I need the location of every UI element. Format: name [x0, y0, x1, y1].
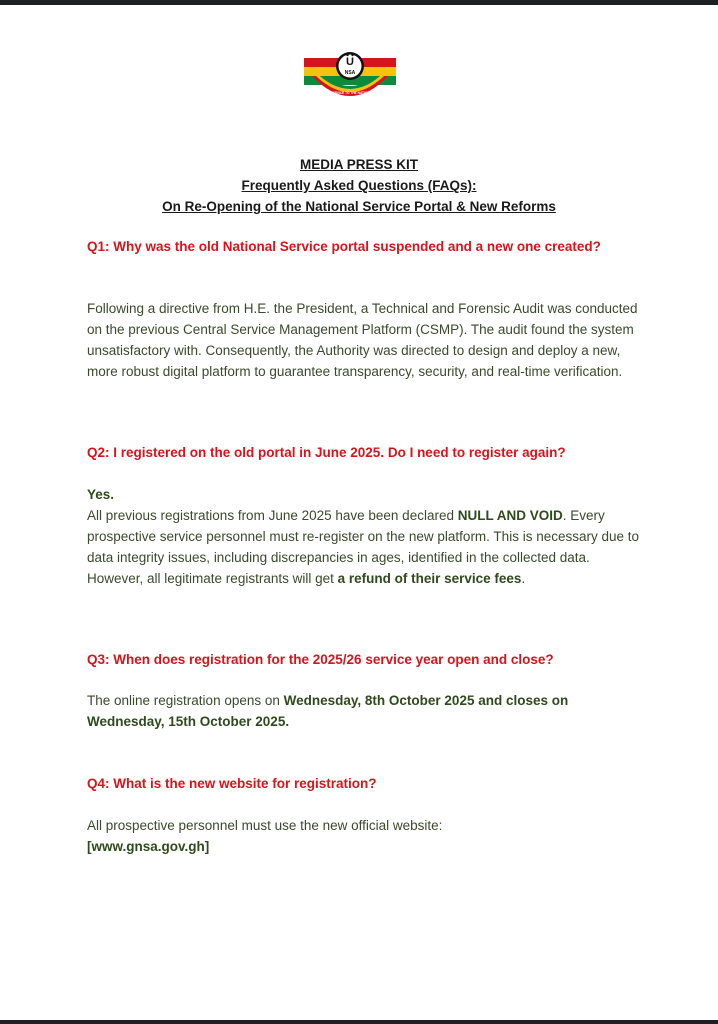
- null-and-void: NULL AND VOID: [457, 508, 563, 523]
- q3-answer: The online registration opens on Wednesday, 8th October 2025 and closes on Wednesday, 15th October 2025.: [87, 693, 569, 729]
- website-link[interactable]: [www.gnsa.gov.gh]: [87, 839, 210, 854]
- refund-notice: a refund of their service fees: [337, 571, 522, 586]
- svg-text:U: U: [346, 56, 354, 68]
- q2-answer: [87, 484, 647, 589]
- q4-answer-text: All prospective personnel must use the new official website:: [87, 818, 443, 833]
- top-border: [0, 0, 718, 5]
- svg-text:SERVICE TO THE NATION: SERVICE TO THE NATION: [330, 91, 370, 95]
- q4-question: Q4: What is the new website for registration?: [87, 776, 377, 791]
- q1-question: Q1: Why was the old National Service portal suspended and a new one created?: [87, 239, 601, 254]
- q2-answer-para1: All previous registrations from June 2025 have been declared NULL AND VOID. Every prospective service personnel must re-register on the new platform. This is necessary due to data integrity issues, including discrepancies in ages, identified in the collected data.: [87, 508, 640, 565]
- header-topic: On Re-Opening of the National Service Portal & New Reforms: [162, 199, 556, 214]
- page-header: [0, 154, 718, 217]
- q2-yes: Yes.: [87, 487, 115, 502]
- q4-answer: [87, 815, 647, 857]
- q1-answer: Following a directive from H.E. the President, a Technical and Forensic Audit was conducted on the previous Central Service Management Platform (CSMP). The audit found the system unsatisfactory with. Consequently, the Authority was directed to design and deploy a new, more robust digital platform to guarantee transparency, security, and real-time verification.: [87, 301, 638, 379]
- q3-question: Q3: When does registration for the 2025/26 service year open and close?: [87, 652, 554, 667]
- q2-question: Q2: I registered on the old portal in June 2025. Do I need to register again?: [87, 445, 566, 460]
- bottom-border: [0, 1020, 718, 1024]
- registration-dates: Wednesday, 8th October 2025 and closes on Wednesday, 15th October 2025.: [87, 693, 569, 729]
- header-title: MEDIA PRESS KIT: [299, 157, 418, 172]
- header-subtitle: Frequently Asked Questions (FAQs):: [241, 178, 477, 193]
- svg-text:NSA: NSA: [344, 70, 356, 76]
- q2-answer-para2: However, all legitimate registrants will get a refund of their service fees.: [87, 571, 526, 586]
- nsa-logo: [302, 46, 398, 106]
